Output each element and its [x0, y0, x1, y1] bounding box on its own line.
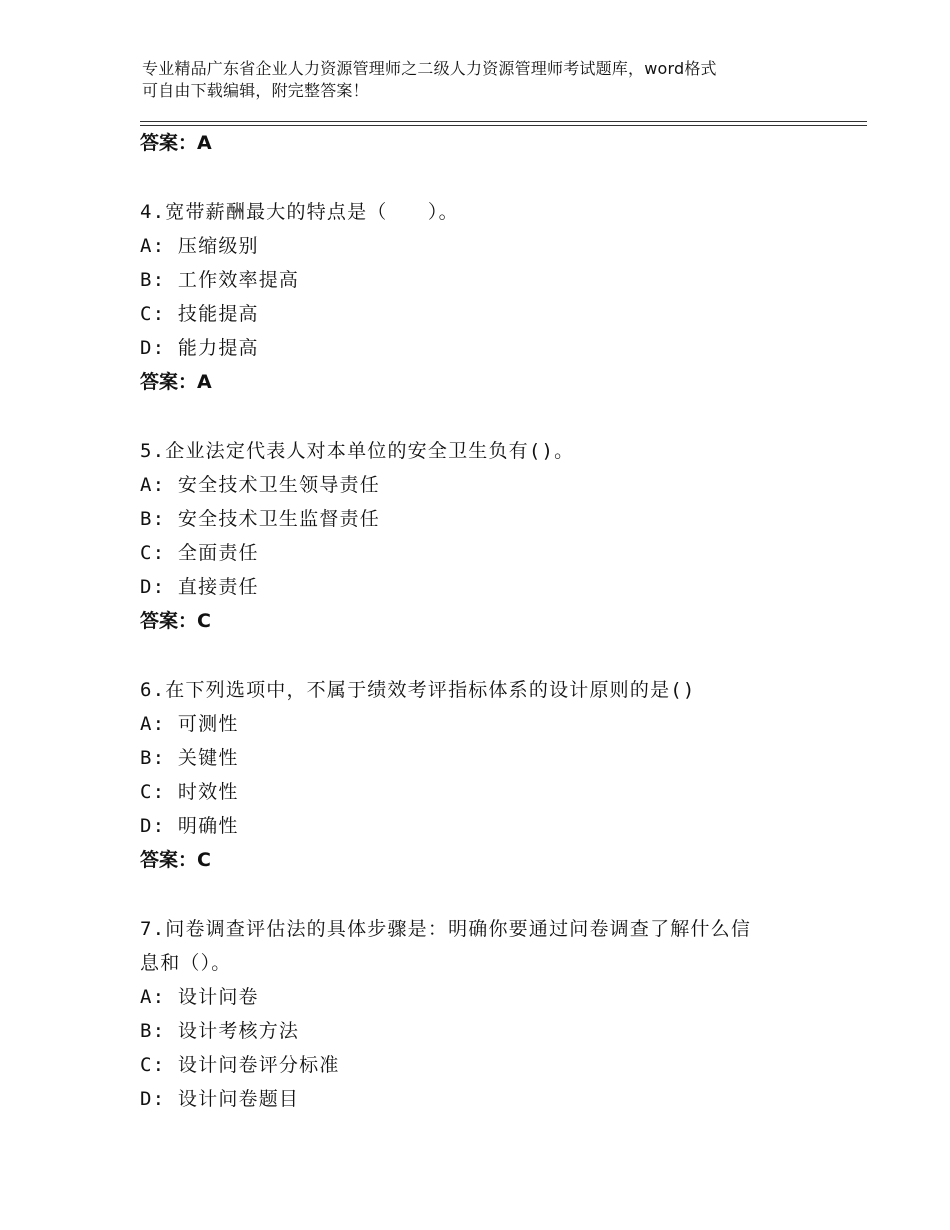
- question-6-text: 6.在下列选项中，不属于绩效考评指标体系的设计原则的是(): [140, 679, 696, 701]
- question-7-text-line-1: 7.问卷调查评估法的具体步骤是：明确你要通过问卷调查了解什么信: [140, 918, 752, 940]
- question-4-option-b: B: 工作效率提高: [140, 269, 300, 291]
- answer-5: 答案：C: [140, 610, 211, 632]
- question-4-option-c: C: 技能提高: [140, 303, 259, 325]
- answer-6: 答案：C: [140, 849, 211, 871]
- question-5-option-a: A: 安全技术卫生领导责任: [140, 474, 380, 496]
- question-5-option-b: B: 安全技术卫生监督责任: [140, 508, 380, 530]
- question-7-option-a: A: 设计问卷: [140, 986, 259, 1008]
- question-7-option-c: C: 设计问卷评分标准: [140, 1054, 340, 1076]
- question-6-option-a: A: 可测性: [140, 713, 239, 735]
- header-title-line-1: 专业精品广东省企业人力资源管理师之二级人力资源管理师考试题库，word格式: [142, 59, 717, 78]
- question-5-option-c: C: 全面责任: [140, 542, 259, 564]
- header-title-line-2: 可自由下载编辑，附完整答案！: [142, 81, 369, 100]
- answer-3: 答案：A: [140, 132, 212, 154]
- question-7-text-line-2: 息和（）。: [140, 952, 232, 974]
- question-4-option-a: A: 压缩级别: [140, 235, 259, 257]
- question-4-text: 4.宽带薪酬最大的特点是（ ）。: [140, 201, 459, 223]
- question-6-option-d: D: 明确性: [140, 815, 239, 837]
- header-double-rule: [140, 121, 867, 126]
- page-header: [142, 58, 822, 102]
- question-7-option-b: B: 设计考核方法: [140, 1020, 300, 1042]
- question-7-option-d: D: 设计问卷题目: [140, 1088, 300, 1110]
- question-6-option-c: C: 时效性: [140, 781, 239, 803]
- question-6-option-b: B: 关键性: [140, 747, 239, 769]
- question-5-text: 5.企业法定代表人对本单位的安全卫生负有()。: [140, 440, 575, 462]
- answer-4: 答案：A: [140, 371, 212, 393]
- question-5-option-d: D: 直接责任: [140, 576, 259, 598]
- question-4-option-d: D: 能力提高: [140, 337, 259, 359]
